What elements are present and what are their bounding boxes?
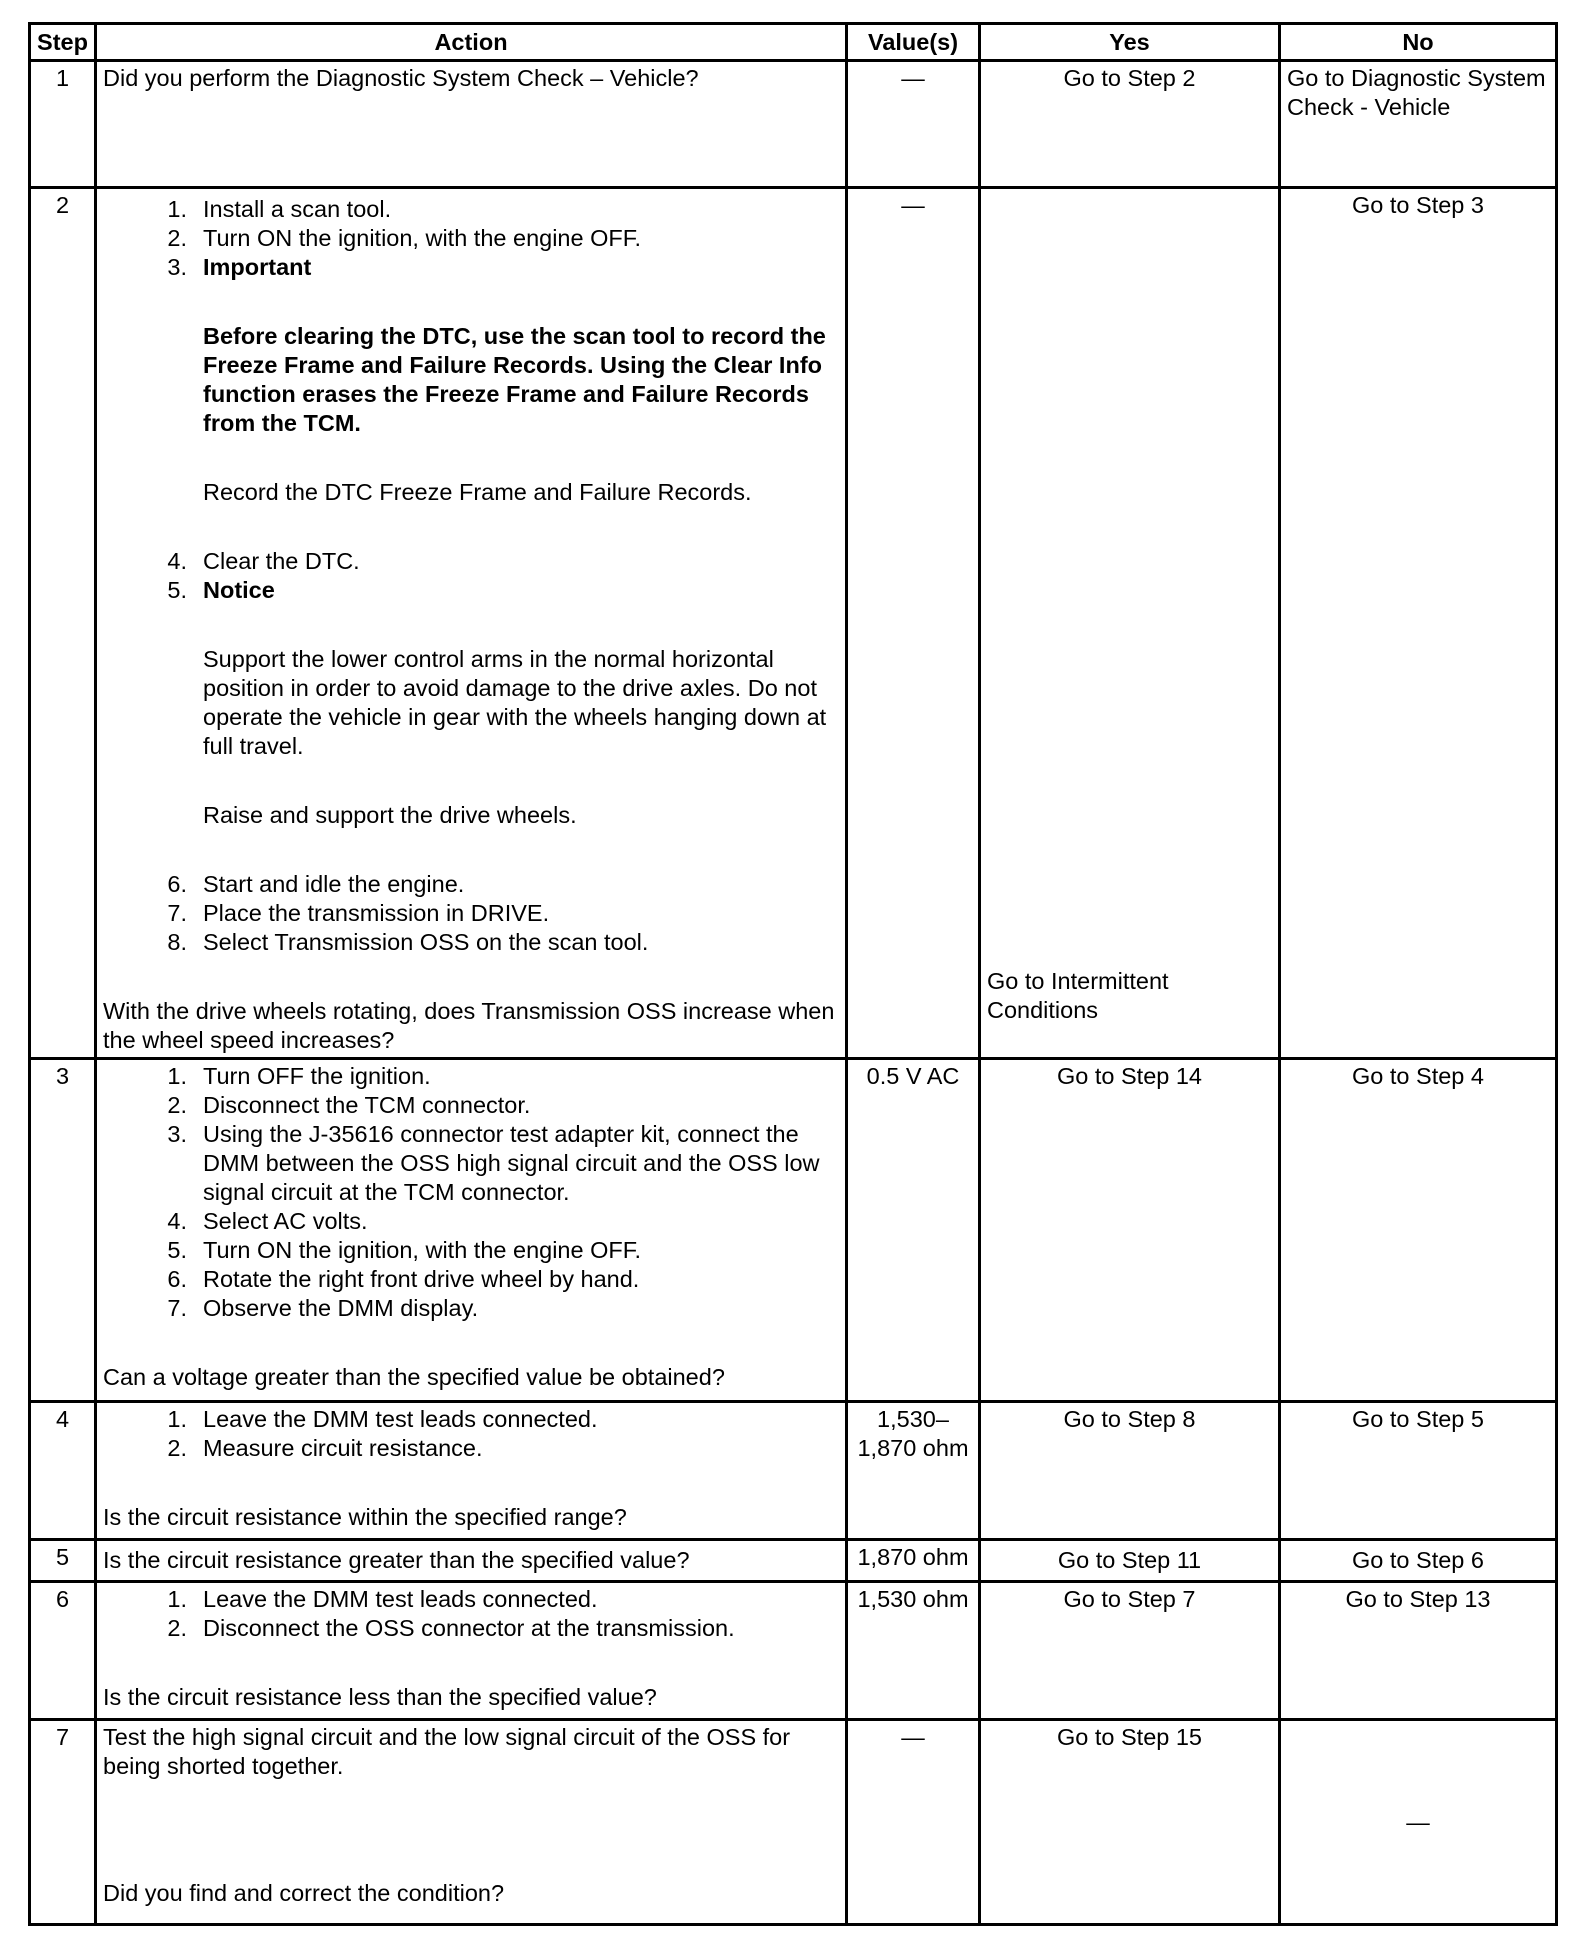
list-item: 2. Disconnect the OSS connector at the transmission.: [167, 1615, 735, 1641]
step-number: 6: [30, 1582, 96, 1720]
action-question: Is the circuit resistance within the specified range?: [103, 1504, 627, 1530]
list-item: 1. Turn OFF the ignition.: [167, 1063, 431, 1089]
yes-cell: Go to Step 8: [980, 1402, 1280, 1540]
step-number: 2: [30, 188, 96, 1059]
list-item: 1. Install a scan tool.: [167, 196, 392, 222]
list-item: 2. Turn ON the ignition, with the engine OFF.: [167, 225, 642, 251]
value-range-end: 1,870 ohm: [857, 1435, 969, 1461]
action-cell: [96, 188, 847, 1059]
list-item: 2. Measure circuit resistance.: [167, 1435, 483, 1461]
action-cell: [96, 1720, 847, 1925]
action-steps: [103, 870, 839, 957]
table-row: [30, 188, 1557, 1059]
action-question: Is the circuit resistance less than the specified value?: [103, 1684, 657, 1710]
value-cell: —: [847, 61, 980, 188]
step-number: 7: [30, 1720, 96, 1925]
action-question: Is the circuit resistance greater than the specified value?: [103, 1547, 690, 1573]
list-item: 7. Place the transmission in DRIVE.: [167, 900, 550, 926]
list-item: 3. Using the J-35616 connector test adapter kit, connect the DMM between the OSS high signal circuit and the OSS low signal circuit at the TCM connector.: [167, 1121, 820, 1205]
step-number: 3: [30, 1059, 96, 1402]
no-cell: Go to Step 4: [1280, 1059, 1557, 1402]
list-item: 5. Turn ON the ignition, with the engine OFF.: [167, 1237, 642, 1263]
header-step: Step: [30, 24, 96, 61]
yes-cell: Go to Step 14: [980, 1059, 1280, 1402]
yes-target: Go to Intermittent Conditions: [987, 968, 1169, 1023]
action-steps: [103, 1585, 839, 1643]
action-cell: [96, 1582, 847, 1720]
value-cell: 1,530 ohm: [847, 1582, 980, 1720]
action-cell: [96, 1402, 847, 1540]
notice-text: Support the lower control arms in the normal horizontal position in order to avoid damage to the drive axles. Do not operate the vehicle in gear with the wheels hanging down at full travel.: [203, 646, 827, 759]
list-item: 2. Disconnect the TCM connector.: [167, 1092, 531, 1118]
list-item: 6. Start and idle the engine.: [167, 871, 465, 897]
list-item: 8. Select Transmission OSS on the scan tool.: [167, 929, 649, 955]
yes-cell: Go to Step 11: [980, 1540, 1280, 1582]
list-item: 5. Notice: [167, 577, 275, 603]
yes-cell: [980, 188, 1280, 1059]
header-no: No: [1280, 24, 1557, 61]
no-cell: Go to Step 5: [1280, 1402, 1557, 1540]
table-row: [30, 1059, 1557, 1402]
no-cell: Go to Diagnostic System Check - Vehicle: [1280, 61, 1557, 188]
action-steps: [103, 195, 839, 282]
list-item: 4. Clear the DTC.: [167, 548, 360, 574]
raise-instruction: Raise and support the drive wheels.: [203, 802, 577, 828]
action-question: Did you find and correct the condition?: [103, 1880, 505, 1906]
diagnostic-table: [28, 22, 1558, 1926]
action-steps: [103, 1062, 839, 1323]
value-cell: —: [847, 1720, 980, 1925]
table-row: [30, 1540, 1557, 1582]
yes-cell: Go to Step 15: [980, 1720, 1280, 1925]
action-cell: [96, 1540, 847, 1582]
list-item: 3. Important: [167, 254, 312, 280]
header-action: Action: [96, 24, 847, 61]
action-steps: [103, 547, 839, 605]
no-cell: Go to Step 6: [1280, 1540, 1557, 1582]
no-cell: —: [1280, 1720, 1557, 1925]
action-intro: Test the high signal circuit and the low signal circuit of the OSS for being shorted together.: [103, 1724, 791, 1779]
step-number: 1: [30, 61, 96, 188]
action-question: With the drive wheels rotating, does Transmission OSS increase when the wheel speed increases?: [103, 998, 835, 1053]
header-row: [30, 24, 1557, 61]
list-item: 1. Leave the DMM test leads connected.: [167, 1406, 598, 1432]
action-question: Can a voltage greater than the specified value be obtained?: [103, 1364, 725, 1390]
header-values: Value(s): [847, 24, 980, 61]
value-range-start: 1,530–: [877, 1406, 949, 1432]
table-row: [30, 61, 1557, 188]
list-item: 7. Observe the DMM display.: [167, 1295, 479, 1321]
action-cell: [96, 61, 847, 188]
no-cell: Go to Step 3: [1280, 188, 1557, 1059]
record-instruction: Record the DTC Freeze Frame and Failure Records.: [203, 479, 752, 505]
list-item: 6. Rotate the right front drive wheel by hand.: [167, 1266, 640, 1292]
header-yes: Yes: [980, 24, 1280, 61]
no-cell: Go to Step 13: [1280, 1582, 1557, 1720]
list-item: 4. Select AC volts.: [167, 1208, 368, 1234]
list-item: 1. Leave the DMM test leads connected.: [167, 1586, 598, 1612]
table-row: [30, 1402, 1557, 1540]
table-row: [30, 1582, 1557, 1720]
value-cell: 1,870 ohm: [847, 1540, 980, 1582]
action-question: Did you perform the Diagnostic System Check – Vehicle?: [103, 65, 699, 91]
action-steps: [103, 1405, 839, 1463]
step-number: 4: [30, 1402, 96, 1540]
value-cell: —: [847, 188, 980, 1059]
table-row: [30, 1720, 1557, 1925]
step-number: 5: [30, 1540, 96, 1582]
value-cell: [847, 1402, 980, 1540]
yes-cell: Go to Step 2: [980, 61, 1280, 188]
important-note: Before clearing the DTC, use the scan tool to record the Freeze Frame and Failure Records. Using the Clear Info function erases the Freeze Frame and Failure Records from the TCM.: [203, 323, 826, 436]
value-cell: 0.5 V AC: [847, 1059, 980, 1402]
action-cell: [96, 1059, 847, 1402]
yes-cell: Go to Step 7: [980, 1582, 1280, 1720]
